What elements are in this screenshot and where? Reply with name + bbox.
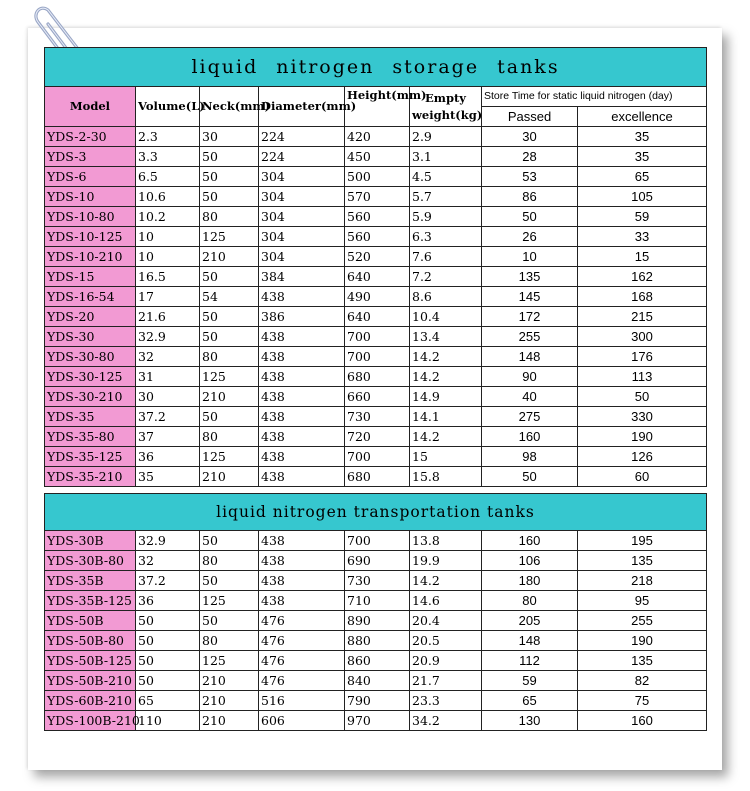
cell-height: 720 [345, 427, 410, 447]
cell-neck: 50 [200, 611, 259, 631]
cell-volume: 21.6 [136, 307, 200, 327]
cell-model: YDS-16-54 [45, 287, 136, 307]
cell-diameter: 304 [259, 187, 345, 207]
cell-empty-weight: 14.2 [410, 367, 482, 387]
cell-height: 490 [345, 287, 410, 307]
cell-model: YDS-30-210 [45, 387, 136, 407]
cell-diameter: 438 [259, 387, 345, 407]
cell-volume: 35 [136, 467, 200, 487]
table-row [45, 711, 707, 731]
table-row [45, 167, 707, 187]
cell-excellence: 218 [578, 571, 707, 591]
cell-volume: 50 [136, 631, 200, 651]
cell-empty-weight: 21.7 [410, 671, 482, 691]
cell-diameter: 438 [259, 447, 345, 467]
cell-model: YDS-10-210 [45, 247, 136, 267]
cell-passed: 50 [482, 467, 578, 487]
cell-passed: 106 [482, 551, 578, 571]
cell-empty-weight: 10.4 [410, 307, 482, 327]
cell-excellence: 15 [578, 247, 707, 267]
table-row [45, 427, 707, 447]
cell-volume: 37 [136, 427, 200, 447]
cell-diameter: 438 [259, 591, 345, 611]
cell-excellence: 126 [578, 447, 707, 467]
cell-volume: 2.3 [136, 127, 200, 147]
table-row [45, 247, 707, 267]
cell-empty-weight: 20.5 [410, 631, 482, 651]
table-row [45, 327, 707, 347]
cell-height: 570 [345, 187, 410, 207]
cell-diameter: 304 [259, 207, 345, 227]
cell-model: YDS-50B [45, 611, 136, 631]
cell-model: YDS-30B [45, 531, 136, 551]
cell-diameter: 384 [259, 267, 345, 287]
cell-volume: 10 [136, 247, 200, 267]
cell-neck: 30 [200, 127, 259, 147]
cell-excellence: 135 [578, 551, 707, 571]
cell-height: 970 [345, 711, 410, 731]
cell-empty-weight: 20.4 [410, 611, 482, 631]
cell-volume: 32.9 [136, 531, 200, 551]
cell-empty-weight: 13.8 [410, 531, 482, 551]
cell-model: YDS-35B [45, 571, 136, 591]
storage-table-body [45, 127, 707, 487]
cell-model: YDS-20 [45, 307, 136, 327]
cell-passed: 112 [482, 651, 578, 671]
cell-empty-weight: 8.6 [410, 287, 482, 307]
cell-empty-weight: 7.2 [410, 267, 482, 287]
cell-passed: 160 [482, 531, 578, 551]
cell-empty-weight: 14.9 [410, 387, 482, 407]
table-row [45, 531, 707, 551]
cell-excellence: 168 [578, 287, 707, 307]
cell-height: 660 [345, 387, 410, 407]
cell-model: YDS-3 [45, 147, 136, 167]
cell-passed: 30 [482, 127, 578, 147]
cell-model: YDS-50B-80 [45, 631, 136, 651]
table-row [45, 551, 707, 571]
cell-empty-weight: 2.9 [410, 127, 482, 147]
cell-excellence: 162 [578, 267, 707, 287]
cell-excellence: 105 [578, 187, 707, 207]
cell-diameter: 476 [259, 611, 345, 631]
cell-model: YDS-30-125 [45, 367, 136, 387]
cell-excellence: 59 [578, 207, 707, 227]
header-neck: Neck(mm) [200, 87, 259, 127]
cell-neck: 210 [200, 247, 259, 267]
cell-diameter: 438 [259, 571, 345, 591]
cell-diameter: 224 [259, 127, 345, 147]
cell-diameter: 476 [259, 651, 345, 671]
cell-height: 690 [345, 551, 410, 571]
cell-neck: 80 [200, 427, 259, 447]
cell-volume: 31 [136, 367, 200, 387]
header-height: Height(mm) [345, 87, 410, 127]
cell-neck: 50 [200, 167, 259, 187]
cell-empty-weight: 4.5 [410, 167, 482, 187]
cell-height: 730 [345, 407, 410, 427]
cell-volume: 65 [136, 691, 200, 711]
cell-empty-weight: 15 [410, 447, 482, 467]
header-empty-weight: Empty weight(kg) [410, 87, 482, 127]
cell-excellence: 75 [578, 691, 707, 711]
table-row [45, 147, 707, 167]
cell-excellence: 330 [578, 407, 707, 427]
cell-diameter: 438 [259, 427, 345, 447]
cell-passed: 148 [482, 631, 578, 651]
cell-empty-weight: 5.9 [410, 207, 482, 227]
cell-excellence: 176 [578, 347, 707, 367]
table-row [45, 287, 707, 307]
cell-neck: 50 [200, 307, 259, 327]
table-row [45, 187, 707, 207]
cell-volume: 110 [136, 711, 200, 731]
table-row [45, 207, 707, 227]
cell-excellence: 135 [578, 651, 707, 671]
cell-model: YDS-10 [45, 187, 136, 207]
cell-excellence: 65 [578, 167, 707, 187]
table-row [45, 127, 707, 147]
cell-model: YDS-50B-125 [45, 651, 136, 671]
cell-volume: 3.3 [136, 147, 200, 167]
cell-passed: 172 [482, 307, 578, 327]
cell-diameter: 606 [259, 711, 345, 731]
table-row [45, 691, 707, 711]
cell-model: YDS-35 [45, 407, 136, 427]
cell-height: 640 [345, 307, 410, 327]
cell-height: 730 [345, 571, 410, 591]
cell-passed: 148 [482, 347, 578, 367]
cell-empty-weight: 20.9 [410, 651, 482, 671]
cell-height: 860 [345, 651, 410, 671]
cell-model: YDS-30-80 [45, 347, 136, 367]
cell-model: YDS-6 [45, 167, 136, 187]
cell-volume: 32.9 [136, 327, 200, 347]
cell-volume: 37.2 [136, 407, 200, 427]
cell-diameter: 516 [259, 691, 345, 711]
cell-passed: 80 [482, 591, 578, 611]
header-volume: Volume(L) [136, 87, 200, 127]
cell-neck: 125 [200, 227, 259, 247]
cell-excellence: 215 [578, 307, 707, 327]
cell-neck: 210 [200, 671, 259, 691]
table-row [45, 467, 707, 487]
cell-model: YDS-60B-210 [45, 691, 136, 711]
cell-volume: 50 [136, 671, 200, 691]
cell-diameter: 438 [259, 347, 345, 367]
cell-neck: 50 [200, 571, 259, 591]
cell-neck: 50 [200, 267, 259, 287]
cell-diameter: 438 [259, 551, 345, 571]
cell-height: 680 [345, 467, 410, 487]
cell-neck: 125 [200, 367, 259, 387]
header-passed: Passed [482, 107, 578, 127]
cell-height: 560 [345, 227, 410, 247]
cell-volume: 17 [136, 287, 200, 307]
cell-excellence: 195 [578, 531, 707, 551]
cell-diameter: 304 [259, 247, 345, 267]
cell-passed: 275 [482, 407, 578, 427]
cell-neck: 80 [200, 207, 259, 227]
cell-diameter: 438 [259, 327, 345, 347]
header-diameter: Diameter(mm) [259, 87, 345, 127]
cell-passed: 28 [482, 147, 578, 167]
cell-passed: 53 [482, 167, 578, 187]
cell-neck: 210 [200, 467, 259, 487]
table-row [45, 387, 707, 407]
cell-passed: 135 [482, 267, 578, 287]
cell-diameter: 304 [259, 167, 345, 187]
cell-neck: 50 [200, 147, 259, 167]
cell-excellence: 35 [578, 127, 707, 147]
table-row [45, 367, 707, 387]
cell-passed: 180 [482, 571, 578, 591]
cell-diameter: 476 [259, 631, 345, 651]
cell-neck: 210 [200, 691, 259, 711]
cell-height: 450 [345, 147, 410, 167]
cell-passed: 130 [482, 711, 578, 731]
cell-empty-weight: 14.2 [410, 571, 482, 591]
table-row [45, 407, 707, 427]
table-row [45, 631, 707, 651]
cell-passed: 86 [482, 187, 578, 207]
cell-empty-weight: 19.9 [410, 551, 482, 571]
table-row [45, 267, 707, 287]
cell-model: YDS-15 [45, 267, 136, 287]
cell-volume: 50 [136, 611, 200, 631]
cell-model: YDS-35-80 [45, 427, 136, 447]
cell-excellence: 300 [578, 327, 707, 347]
cell-excellence: 35 [578, 147, 707, 167]
cell-height: 700 [345, 447, 410, 467]
cell-model: YDS-35-210 [45, 467, 136, 487]
cell-passed: 145 [482, 287, 578, 307]
cell-volume: 16.5 [136, 267, 200, 287]
cell-passed: 10 [482, 247, 578, 267]
table-row [45, 651, 707, 671]
cell-empty-weight: 5.7 [410, 187, 482, 207]
cell-volume: 32 [136, 551, 200, 571]
cell-passed: 160 [482, 427, 578, 447]
cell-empty-weight: 34.2 [410, 711, 482, 731]
storage-title: liquid nitrogen storage tanks [45, 48, 707, 87]
cell-model: YDS-2-30 [45, 127, 136, 147]
cell-passed: 255 [482, 327, 578, 347]
cell-model: YDS-35-125 [45, 447, 136, 467]
cell-height: 840 [345, 671, 410, 691]
cell-empty-weight: 6.3 [410, 227, 482, 247]
cell-volume: 36 [136, 591, 200, 611]
cell-excellence: 33 [578, 227, 707, 247]
cell-excellence: 160 [578, 711, 707, 731]
cell-empty-weight: 14.2 [410, 427, 482, 447]
header-excellence: excellence [578, 107, 707, 127]
cell-diameter: 438 [259, 367, 345, 387]
cell-volume: 50 [136, 651, 200, 671]
cell-model: YDS-30B-80 [45, 551, 136, 571]
cell-height: 560 [345, 207, 410, 227]
cell-height: 500 [345, 167, 410, 187]
cell-empty-weight: 3.1 [410, 147, 482, 167]
cell-excellence: 60 [578, 467, 707, 487]
cell-height: 520 [345, 247, 410, 267]
cell-height: 790 [345, 691, 410, 711]
cell-height: 880 [345, 631, 410, 651]
cell-diameter: 224 [259, 147, 345, 167]
cell-diameter: 438 [259, 467, 345, 487]
cell-passed: 50 [482, 207, 578, 227]
cell-volume: 36 [136, 447, 200, 467]
cell-neck: 80 [200, 347, 259, 367]
cell-passed: 205 [482, 611, 578, 631]
cell-empty-weight: 14.2 [410, 347, 482, 367]
cell-neck: 125 [200, 651, 259, 671]
cell-volume: 10.6 [136, 187, 200, 207]
cell-height: 710 [345, 591, 410, 611]
cell-empty-weight: 14.1 [410, 407, 482, 427]
cell-neck: 50 [200, 327, 259, 347]
cell-height: 890 [345, 611, 410, 631]
cell-diameter: 438 [259, 287, 345, 307]
cell-volume: 30 [136, 387, 200, 407]
cell-excellence: 255 [578, 611, 707, 631]
cell-passed: 90 [482, 367, 578, 387]
cell-neck: 50 [200, 187, 259, 207]
cell-diameter: 304 [259, 227, 345, 247]
cell-volume: 37.2 [136, 571, 200, 591]
cell-neck: 54 [200, 287, 259, 307]
cell-neck: 50 [200, 407, 259, 427]
table-row [45, 307, 707, 327]
cell-height: 640 [345, 267, 410, 287]
header-store-time: Store Time for static liquid nitrogen (day) [482, 87, 707, 107]
cell-empty-weight: 14.6 [410, 591, 482, 611]
cell-diameter: 438 [259, 531, 345, 551]
table-row [45, 671, 707, 691]
cell-volume: 10.2 [136, 207, 200, 227]
table-row [45, 611, 707, 631]
cell-empty-weight: 15.8 [410, 467, 482, 487]
cell-model: YDS-50B-210 [45, 671, 136, 691]
cell-height: 680 [345, 367, 410, 387]
transport-table-body [45, 531, 707, 731]
cell-excellence: 190 [578, 427, 707, 447]
cell-passed: 98 [482, 447, 578, 467]
cell-model: YDS-100B-210 [45, 711, 136, 731]
table-row [45, 347, 707, 367]
cell-neck: 210 [200, 387, 259, 407]
cell-neck: 80 [200, 631, 259, 651]
cell-neck: 125 [200, 447, 259, 467]
cell-neck: 50 [200, 531, 259, 551]
cell-excellence: 113 [578, 367, 707, 387]
table-row [45, 447, 707, 467]
cell-height: 700 [345, 347, 410, 367]
cell-passed: 65 [482, 691, 578, 711]
cell-passed: 59 [482, 671, 578, 691]
cell-excellence: 95 [578, 591, 707, 611]
header-model: Model [45, 87, 136, 127]
cell-neck: 125 [200, 591, 259, 611]
cell-neck: 80 [200, 551, 259, 571]
table-row [45, 571, 707, 591]
cell-model: YDS-10-125 [45, 227, 136, 247]
cell-model: YDS-35B-125 [45, 591, 136, 611]
cell-neck: 210 [200, 711, 259, 731]
cell-diameter: 476 [259, 671, 345, 691]
cell-diameter: 386 [259, 307, 345, 327]
cell-volume: 6.5 [136, 167, 200, 187]
cell-empty-weight: 7.6 [410, 247, 482, 267]
spec-table [44, 47, 707, 731]
cell-model: YDS-10-80 [45, 207, 136, 227]
cell-excellence: 50 [578, 387, 707, 407]
table-row [45, 591, 707, 611]
cell-height: 420 [345, 127, 410, 147]
transport-title: liquid nitrogen transportation tanks [45, 494, 707, 531]
cell-excellence: 190 [578, 631, 707, 651]
cell-height: 700 [345, 531, 410, 551]
cell-passed: 40 [482, 387, 578, 407]
cell-passed: 26 [482, 227, 578, 247]
cell-empty-weight: 13.4 [410, 327, 482, 347]
cell-diameter: 438 [259, 407, 345, 427]
cell-excellence: 82 [578, 671, 707, 691]
cell-height: 700 [345, 327, 410, 347]
cell-empty-weight: 23.3 [410, 691, 482, 711]
cell-volume: 10 [136, 227, 200, 247]
cell-volume: 32 [136, 347, 200, 367]
cell-model: YDS-30 [45, 327, 136, 347]
table-row [45, 227, 707, 247]
